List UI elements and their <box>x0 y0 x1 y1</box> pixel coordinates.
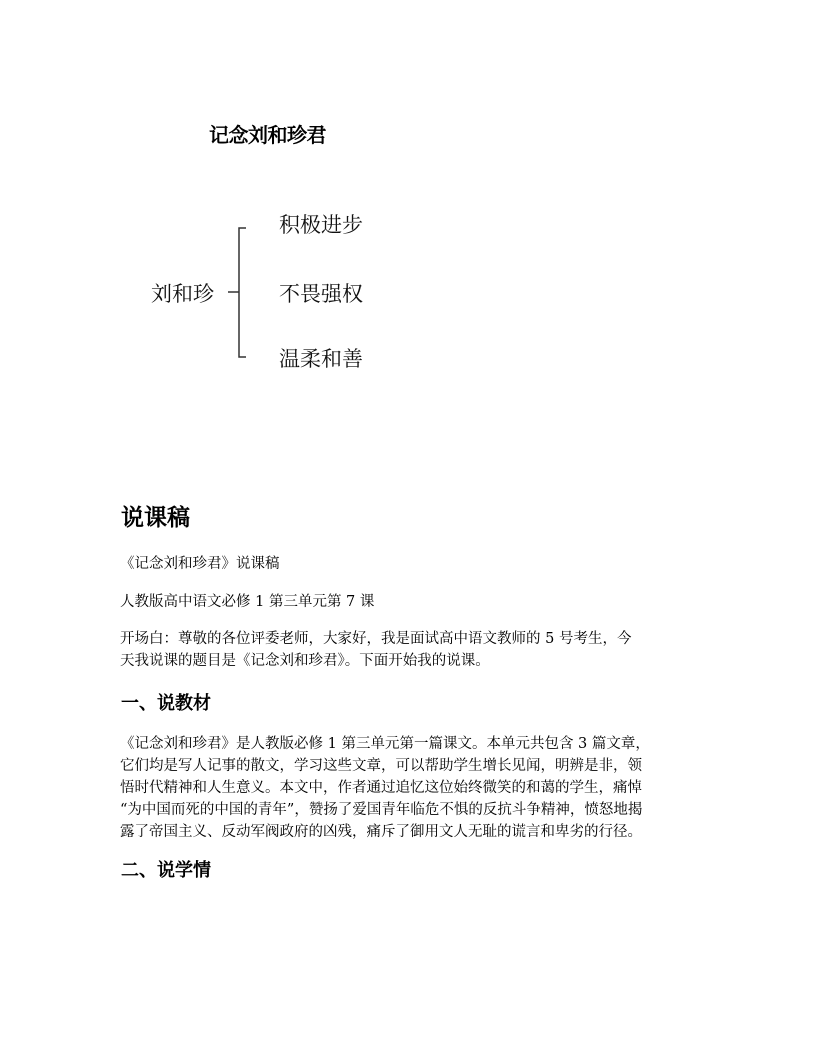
diagram-branch: 温柔和善 <box>279 347 363 371</box>
page-title: 记念刘和珍君 <box>209 123 326 147</box>
text-line: 人教版高中语文必修 1 第三单元第 7 课 <box>120 594 375 610</box>
opening-paragraph <box>120 628 698 672</box>
edition-line <box>120 591 698 613</box>
diagram-branch: 不畏强权 <box>279 282 363 306</box>
text-line: 开场白：尊敬的各位评委老师，大家好，我是面试高中语文教师的 5 号考生，今 <box>120 631 632 647</box>
text-line: 《记念刘和珍君》说课稿 <box>120 556 280 572</box>
text-line: “为中国而死的中国的青年”，赞扬了爱国青年临危不惧的反抗斗争精神，愤怒地揭 <box>120 802 643 818</box>
heading-materials: 一、说教材 <box>121 693 211 714</box>
section-title: 说课稿 <box>121 505 190 531</box>
diagram-bracket <box>239 228 246 357</box>
text-line: 它们均是写人记事的散文，学习这些文章，可以帮助学生增长见闻，明辨是非，领 <box>120 758 642 774</box>
text-line: 露了帝国主义、反动军阀政府的凶残，痛斥了御用文人无耻的谎言和卑劣的行径。 <box>120 824 642 840</box>
materials-paragraph <box>120 733 698 843</box>
heading-students: 二、说学情 <box>121 860 211 881</box>
text-line: 《记念刘和珍君》是人教版必修 1 第三单元第一篇课文。本单元共包含 3 篇文章， <box>120 736 650 752</box>
character-diagram <box>0 0 816 420</box>
diagram-root-label: 刘和珍 <box>151 282 214 306</box>
text-line: 悟时代精神和人生意义。本文中，作者通过追忆这位始终微笑的和蔼的学生，痛悼 <box>120 780 642 796</box>
text-line: 天我说课的题目是《记念刘和珍君》。下面开始我的说课。 <box>120 653 490 669</box>
doc-title-line <box>120 553 698 575</box>
diagram-branch: 积极进步 <box>279 213 363 237</box>
